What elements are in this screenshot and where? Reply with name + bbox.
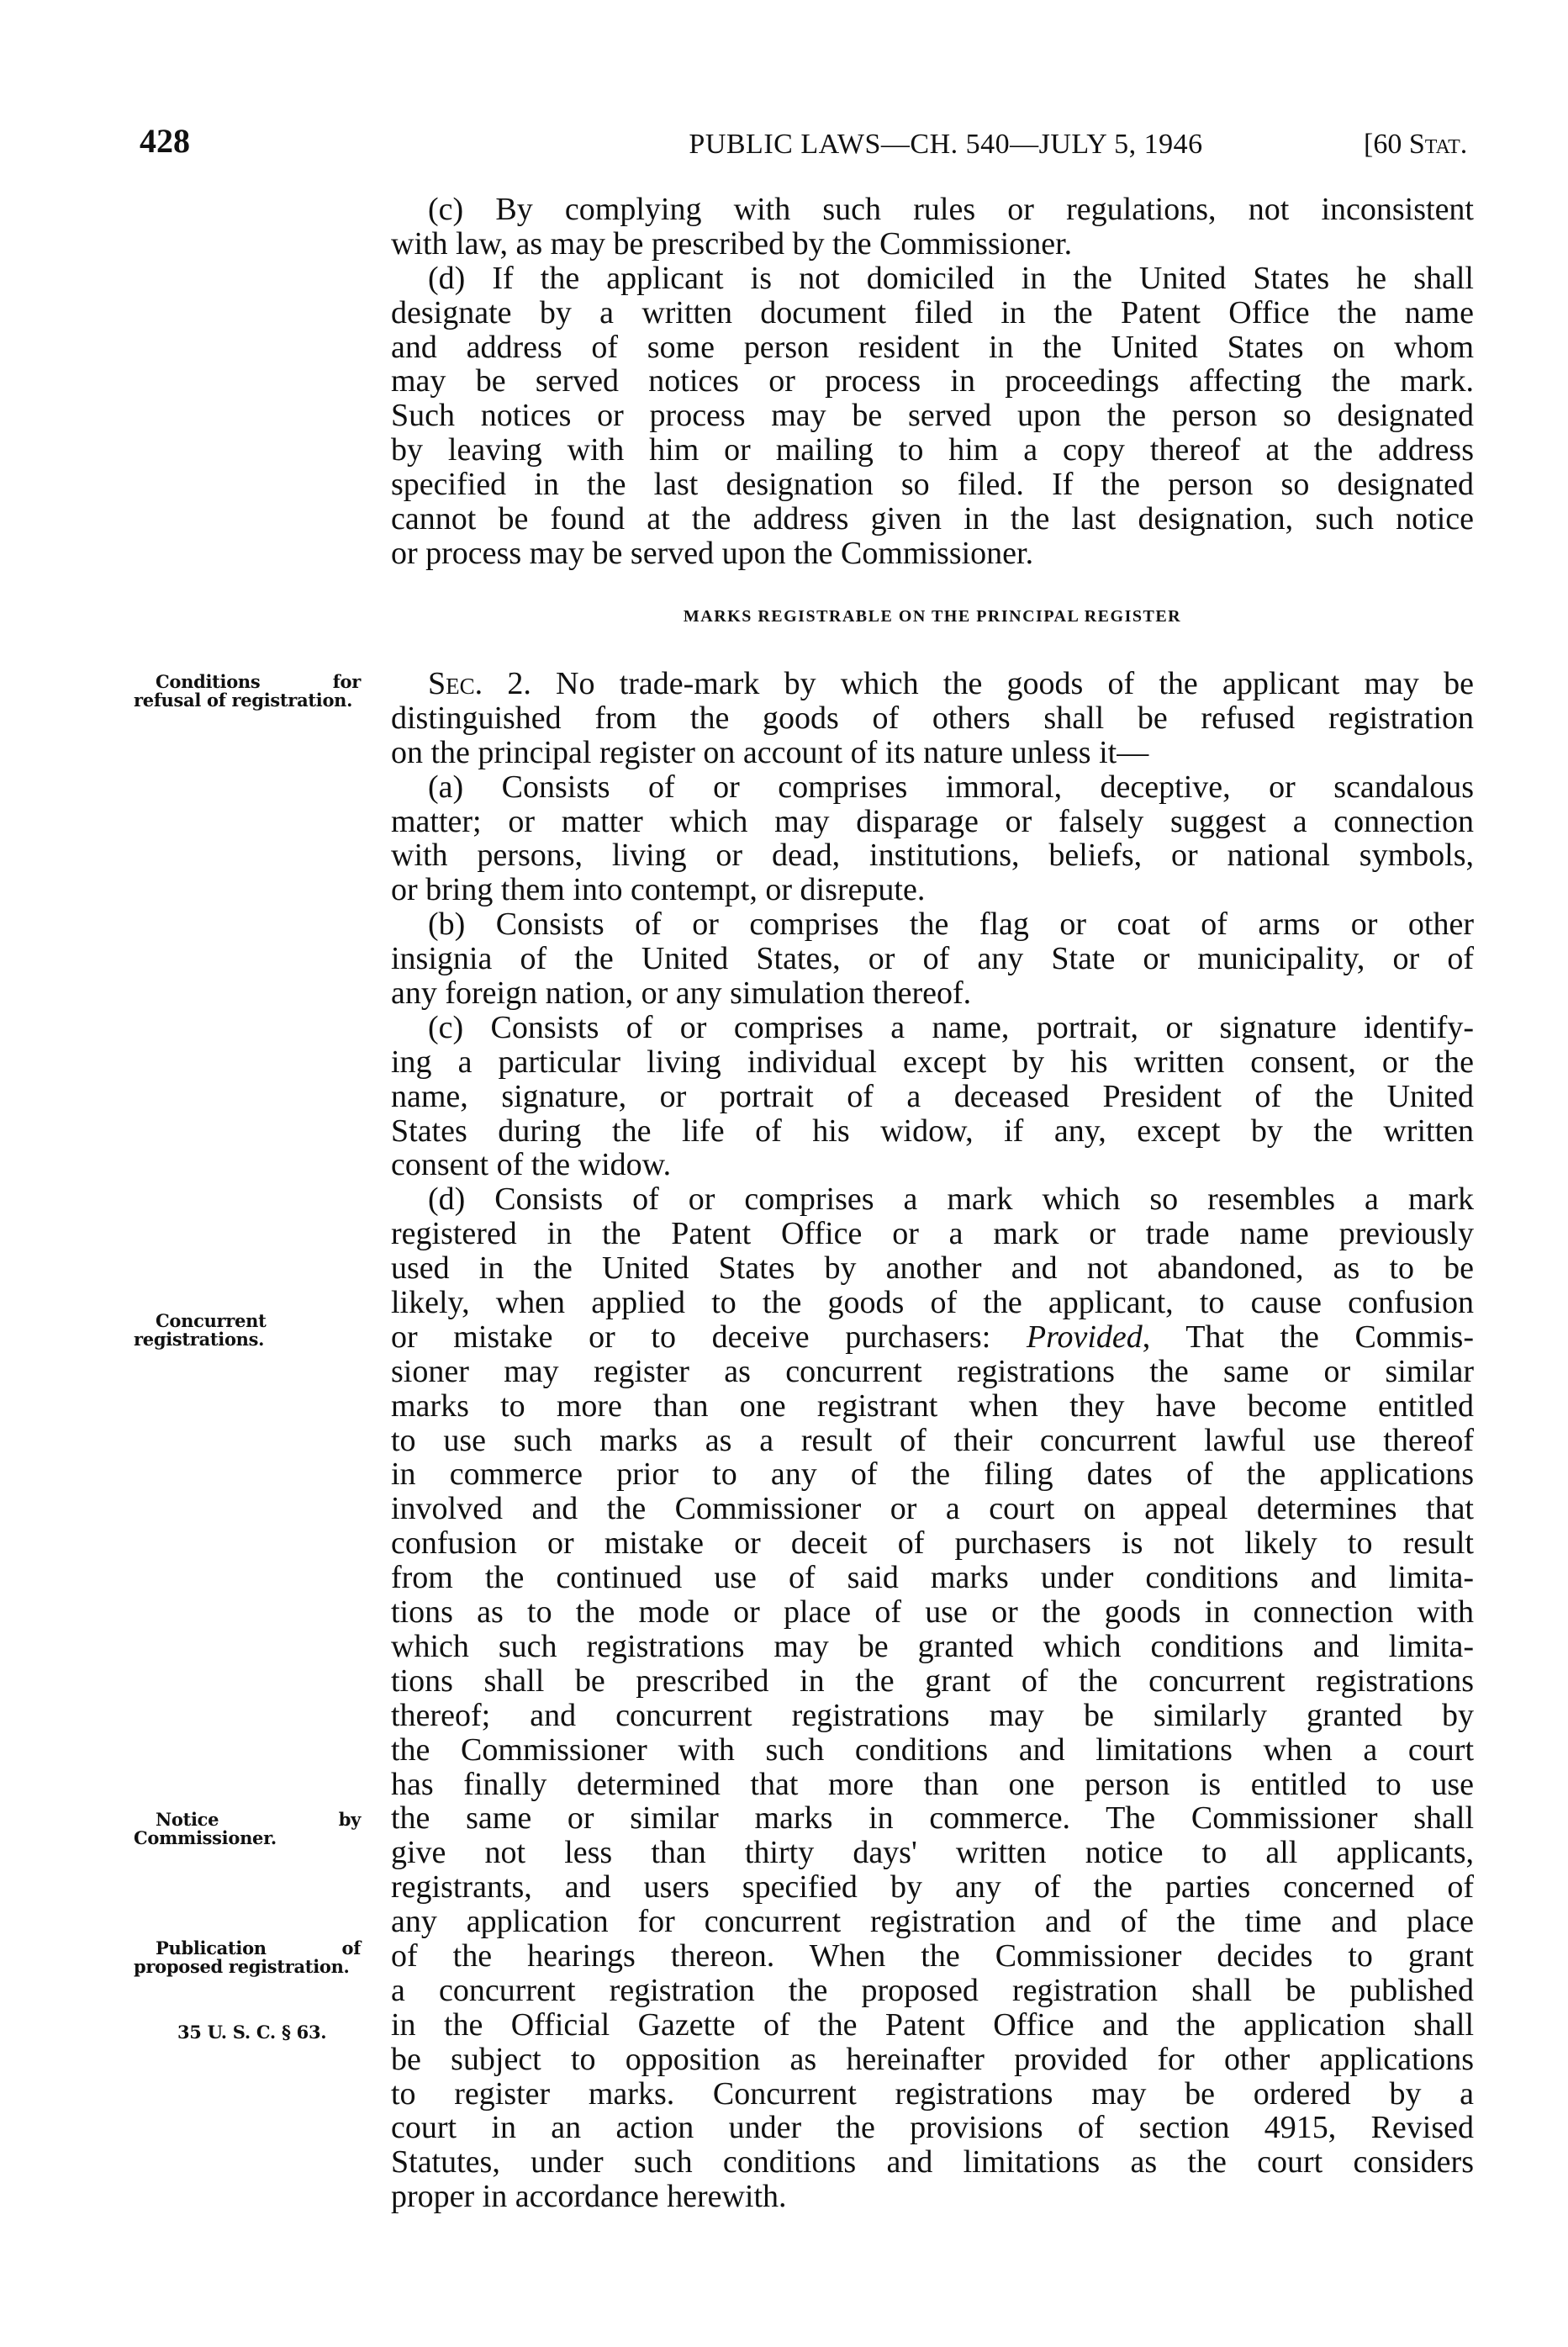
text-line: of the hearings thereon. When the Commissioner decides to grant bbox=[391, 1937, 1474, 1974]
text-line: marks to more than one registrant when they have become entitled bbox=[391, 1388, 1474, 1424]
running-head: PUBLIC LAWS—CH. 540—JULY 5, 1946 bbox=[689, 129, 1203, 160]
text-line: any application for concurrent registration and of the time and place bbox=[391, 1904, 1474, 1940]
text-line: the Commissioner with such conditions and limitations when a court bbox=[391, 1731, 1474, 1768]
text-line: (c) Consists of or comprises a name, portrait, or signature identify- bbox=[428, 1009, 1474, 1045]
text-line: States during the life of his widow, if any, except by the written bbox=[391, 1113, 1474, 1149]
text-segment: , That the Commis- bbox=[1142, 1319, 1474, 1355]
text-segment: Provided bbox=[1026, 1319, 1143, 1355]
section-2-text bbox=[391, 667, 1474, 2214]
text-line: (d) If the applicant is not domiciled in the United States he shall bbox=[428, 260, 1474, 296]
text-line: or process may be served upon the Commissioner. bbox=[391, 535, 1034, 571]
text-line: matter; or matter which may disparage or falsely suggest a connection bbox=[391, 803, 1474, 839]
text-line: insignia of the United States, or of any State or municipality, or of bbox=[391, 941, 1474, 977]
text-line: has finally determined that more than one person is entitled to use bbox=[391, 1766, 1474, 1802]
text-line: (d) Consists of or comprises a mark which so resembles a mark bbox=[428, 1181, 1474, 1218]
text-line: designate by a written document filed in the Patent Office the name bbox=[391, 294, 1474, 330]
text-line: any foreign nation, or any simulation thereof. bbox=[391, 975, 972, 1012]
text-line: by leaving with him or mailing to him a copy thereof at the address bbox=[391, 432, 1474, 468]
text-line: to use such marks as a result of their concurrent lawful use thereof bbox=[391, 1422, 1474, 1458]
volume-suffix: Stat. bbox=[1408, 129, 1468, 160]
text-segment: or mistake or to deceive purchasers: bbox=[391, 1319, 1027, 1355]
text-line: proper in accordance herewith. bbox=[391, 2179, 787, 2215]
text-line: tions shall be prescribed in the grant of the concurrent registrations bbox=[391, 1662, 1474, 1699]
margin-note-publication: Publication of proposed registration. bbox=[134, 1937, 361, 1977]
text-line: the same or similar marks in commerce. The Commissioner shall bbox=[391, 1800, 1474, 1837]
text-line: a concurrent registration the proposed registration shall be published bbox=[391, 1972, 1474, 2008]
text-line: registered in the Patent Office or a mark or trade name previously bbox=[391, 1216, 1474, 1252]
margin-note-conditions-for-refusal: Conditions for refusal of registration. bbox=[134, 671, 361, 711]
text-line: with law, as may be prescribed by the Commissioner. bbox=[391, 225, 1073, 262]
text-line: name, signature, or portrait of a deceased President of the United bbox=[391, 1078, 1474, 1114]
text-line: with persons, living or dead, institutions, beliefs, or national symbols, bbox=[391, 838, 1474, 874]
text-line: used in the United States by another and not abandoned, as to be bbox=[391, 1250, 1474, 1287]
section-heading: MARKS REGISTRABLE ON THE PRINCIPAL REGISTER bbox=[683, 607, 1182, 626]
text-line: tions as to the mode or place of use or the goods in connection with bbox=[391, 1594, 1474, 1631]
text-line: Such notices or process may be served upon the person so designated bbox=[391, 398, 1474, 434]
text-line: in commerce prior to any of the filing dates of the applications bbox=[391, 1456, 1474, 1493]
text-line: (b) Consists of or comprises the flag or coat of arms or other bbox=[428, 907, 1474, 943]
text-line: give not less than thirty days' written notice to all applicants, bbox=[391, 1835, 1474, 1871]
continued-text bbox=[391, 193, 1474, 571]
margin-note-usc-citation: 35 U. S. C. § 63. bbox=[177, 2022, 327, 2043]
text-line: to register marks. Concurrent registrations may be ordered by a bbox=[391, 2075, 1474, 2112]
text-line: or bring them into contempt, or disrepute. bbox=[391, 872, 926, 908]
text-line: involved and the Commissioner or a court on appeal determines that bbox=[391, 1491, 1474, 1527]
text-segment: 2. No trade-mark by which the goods of the applicant may be bbox=[483, 666, 1474, 701]
text-line: thereof; and concurrent registrations may be similarly granted by bbox=[391, 1697, 1474, 1733]
text-line: ing a particular living individual except by his written consent, or the bbox=[391, 1044, 1474, 1080]
text-line: from the continued use of said marks under conditions and limita- bbox=[391, 1560, 1474, 1596]
text-line: court in an action under the provisions of section 4915, Revised bbox=[391, 2110, 1474, 2146]
text-line: distinguished from the goods of others shall be refused registration bbox=[391, 700, 1474, 736]
text-line: Statutes, under such conditions and limitations as the court considers bbox=[391, 2144, 1474, 2180]
text-line: may be served notices or process in proceedings affecting the mark. bbox=[391, 363, 1474, 399]
text-line: specified in the last designation so filed. If the person so designated bbox=[391, 467, 1474, 503]
volume-prefix: [60 bbox=[1364, 129, 1409, 160]
text-line: and address of some person resident in the United States on whom bbox=[391, 329, 1474, 365]
text-line: cannot be found at the address given in the last designation, such notice bbox=[391, 501, 1474, 537]
text-line: (c) By complying with such rules or regulations, not inconsistent bbox=[428, 192, 1474, 227]
text-line: confusion or mistake or deceit of purchasers is not likely to result bbox=[391, 1525, 1474, 1562]
margin-note-concurrent-registrations: Concurrent registrations. bbox=[134, 1310, 267, 1350]
text-line: in the Official Gazette of the Patent Office and the application shall bbox=[391, 2006, 1474, 2043]
text-line bbox=[391, 667, 1474, 701]
text-line: on the principal register on account of its nature unless it— bbox=[391, 734, 1149, 770]
text-line: which such registrations may be granted which conditions and limita- bbox=[391, 1628, 1474, 1664]
text-line: be subject to opposition as hereinafter provided for other applications bbox=[391, 2041, 1474, 2077]
page-number: 428 bbox=[140, 122, 190, 160]
text-line: (a) Consists of or comprises immoral, deceptive, or scandalous bbox=[428, 769, 1474, 805]
text-line bbox=[391, 1320, 1474, 1355]
text-line: registrants, and users specified by any of the parties concerned of bbox=[391, 1869, 1474, 1906]
volume-citation bbox=[1364, 126, 1467, 163]
text-segment: Sec. bbox=[428, 666, 483, 701]
text-line: likely, when applied to the goods of the applicant, to cause confusion bbox=[391, 1285, 1474, 1321]
margin-note-notice-by-commissioner: Notice by Commissioner. bbox=[134, 1809, 361, 1848]
text-line: sioner may register as concurrent registrations the same or similar bbox=[391, 1353, 1474, 1389]
text-line: consent of the widow. bbox=[391, 1147, 672, 1183]
